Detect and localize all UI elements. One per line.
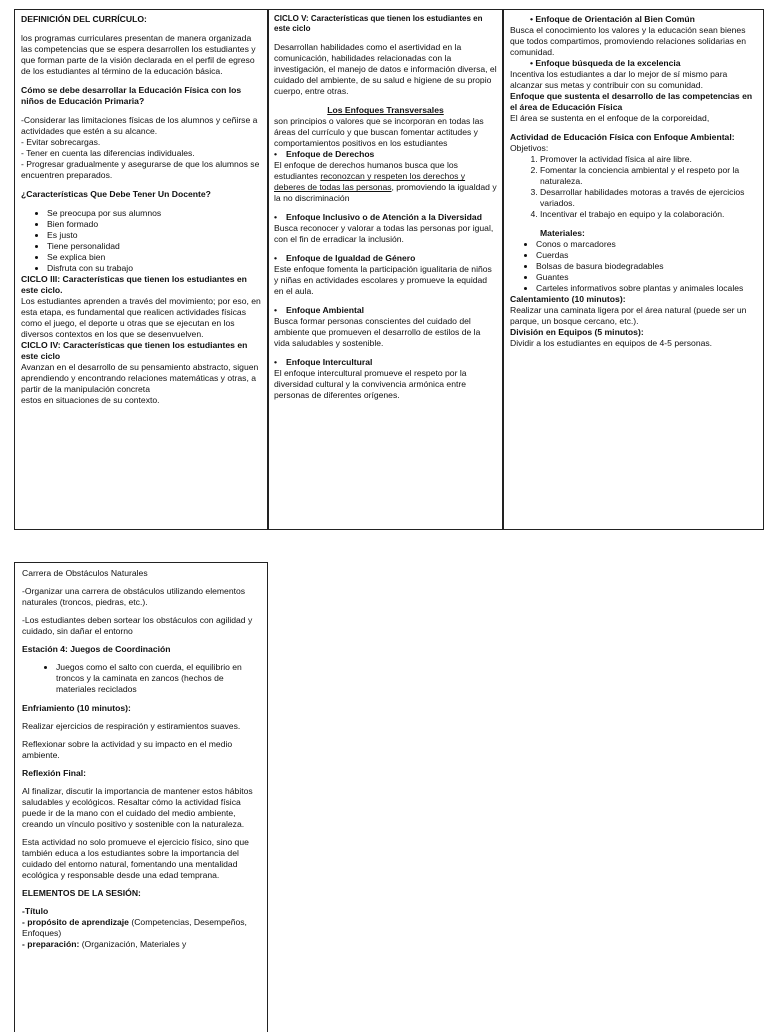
list-item: 2. Fomentar la conciencia ambiental y el respeto por la naturaleza. (540, 165, 757, 187)
answer-line: - Evitar sobrecargas. (21, 137, 101, 147)
answer-line: - Progresar gradualmente y asegurarse de que los alumnos se encuentren preparados. (21, 159, 260, 180)
list-item: • Conos o marcadores (536, 239, 757, 250)
curriculo-definition: los programas curriculares presentan de manera organizada las competencias que se espera desarrollen los estudiantes y que forman parte de la visión declarada en el perfil de egreso de los estudiantes al término de la educación básica. (21, 33, 256, 76)
list-item: • Tiene personalidad (47, 241, 261, 252)
preparacion-label: - preparación: (22, 939, 80, 949)
list-item: • Carteles informativos sobre plantas y animales locales (536, 283, 757, 294)
enfoque-sustenta-title: Enfoque que sustenta el desarrollo de las competencias en el área de Educación Física (510, 91, 753, 112)
actividad-title: Actividad de Educación Física con Enfoque Ambiental: (510, 132, 735, 142)
column-curriculo (14, 9, 268, 530)
list-item: • Bien formado (47, 219, 261, 230)
list-item: • Disfruta con su trabajo (47, 263, 261, 274)
column-enfoques (268, 9, 503, 530)
estacion-list (22, 662, 260, 695)
column-actividad (503, 9, 764, 530)
enfoque-bien-comun-title: • Enfoque de Orientación al Bien Común (510, 14, 757, 25)
list-item: • Guantes (536, 272, 757, 283)
list-item: • Es justo (47, 230, 261, 241)
enfoque-sustenta-text: El área se sustenta en el enfoque de la corporeidad, (510, 113, 710, 123)
objetivos-label: Objetivos: (510, 143, 549, 153)
teacher-traits-list (21, 208, 261, 274)
question-docente: ¿Características Que Debe Tener Un Docente? (21, 189, 211, 199)
proposito-label: - propósito de aprendizaje (22, 917, 129, 927)
enfriamiento-text: Reflexionar sobre la actividad y su impacto en el medio ambiente. (22, 739, 233, 760)
enfoque-excelencia-text: Incentiva los estudiantes a dar lo mejor de sí mismo para alcanzar sus metas y contribuir con su comunidad. (510, 69, 728, 90)
carrera-title: Carrera de Obstáculos Naturales (22, 568, 148, 578)
ciclo5-text: Desarrollan habilidades como el asertividad en la comunicación, habilidades relacionadas con la investigación, el manejo de datos e información diversa, el cuidado del ambiente, de su salud e higiene de su propio cuerpo, entre otras. (274, 42, 497, 97)
enfoque-excelencia-title: • Enfoque búsqueda de la excelencia (510, 58, 757, 69)
enfoque-genero-text: Este enfoque fomenta la participación igualitaria de niños y niñas en actividades escolares y promueve la equidad en el aula. (274, 264, 492, 297)
list-item: 4. Incentivar el trabajo en equipo y la colaboración. (540, 209, 757, 220)
elementos-list (22, 906, 260, 950)
enfoque-ambiental-title: • Enfoque Ambiental (274, 305, 497, 316)
curriculo-title: DEFINICIÓN DEL CURRÍCULO: (21, 14, 147, 24)
carrera-text: -Los estudiantes deben sortear los obstáculos con agilidad y cuidado, sin dañar el entorno (22, 615, 253, 636)
ciclo4-title: CICLO IV: Características que tienen los estudiantes en este ciclo (21, 340, 248, 361)
division-title: División en Equipos (5 minutos): (510, 327, 644, 337)
list-item: 3. Desarrollar habilidades motoras a través de ejercicios variados. (540, 187, 757, 209)
ciclo3-title: CICLO III: Características que tienen los estudiantes en este ciclo. (21, 274, 247, 295)
list-item: • Se explica bien (47, 252, 261, 263)
list-item: • Juegos como el salto con cuerda, el equilibrio en troncos y la caminata en zancos (hechos de materiales reciclados (56, 662, 260, 695)
division-text: Dividir a los estudiantes en equipos de 4-5 personas. (510, 338, 713, 348)
materiales-label: Materiales: (540, 228, 585, 238)
derechos-text-b: , promoviendo la igualdad y la no discriminación (274, 182, 497, 204)
question-desarrollar: Cómo se debe desarrollar la Educación Física con los niños de Educación Primaria? (21, 85, 242, 106)
ciclo4-text: Avanzan en el desarrollo de su pensamiento abstracto, siguen aprendiendo y encontrando relaciones matemáticas y otras, a partir de la manipulación concreta (21, 362, 259, 394)
list-item: • Se preocupa por sus alumnos (47, 208, 261, 219)
preparacion-text: (Organización, Materiales y (79, 939, 187, 949)
answer-line: - Tener en cuenta las diferencias individuales. (21, 148, 195, 158)
ciclo3-text: Los estudiantes aprenden a través del movimiento; por eso, en esta etapa, es fundamental que realicen actividades físicas como el juego, el deporte u otras que se ejecutan en los diversos contextos en los que se desenvuelven. (21, 296, 261, 339)
reflexion-title: Reflexión Final: (22, 768, 86, 778)
carrera-text: -Organizar una carrera de obstáculos utilizando elementos naturales (troncos, piedras, etc.). (22, 586, 246, 607)
ciclo4-text-2: estos en situaciones de su contexto. (21, 395, 160, 405)
enfoque-intercultural-text: El enfoque intercultural promueve el respeto por la diversidad cultural y la convivencia armónica entre personas de diferentes orígenes. (274, 368, 467, 401)
objetivos-list (510, 154, 757, 220)
enfriamiento-title: Enfriamiento (10 minutos): (22, 703, 131, 713)
derechos-text-underlined: reconozcan y respeten los derechos y deberes de todas las personas (274, 171, 466, 193)
calentamiento-title: Calentamiento (10 minutos): (510, 294, 626, 304)
enfoque-inclusivo-text: Busca reconocer y valorar a todas las personas por igual, con el fin de erradicar la inclusión. (274, 223, 494, 245)
enfoque-genero-title: • Enfoque de Igualdad de Género (274, 253, 497, 264)
reflexion-text: Al finalizar, discutir la importancia de mantener estos hábitos saludables y ecológicos. Resaltar cómo la actividad física puede ir de la mano con el cuidado del medio ambiente, creando un vínculo positivo y sostenible con la naturaleza. (22, 786, 253, 829)
materiales-list (510, 239, 757, 294)
enfoques-intro: son principios o valores que se incorporan en todas las áreas del currículo y que buscan fomentar actitudes y comportamientos positivos en los estudiantes (274, 116, 484, 149)
elementos-title: ELEMENTOS DE LA SESIÓN: (22, 888, 141, 898)
box-sesion (14, 562, 268, 1032)
calentamiento-text: Realizar una caminata ligera por el área natural (puede ser un parque, un bosque cercano, etc.). (510, 305, 747, 326)
answer-line: -Considerar las limitaciones físicas de los alumnos y ceñirse a actividades que estén a su alcance. (21, 115, 258, 136)
ciclo5-title: CICLO V: Características que tienen los estudiantes en este ciclo (274, 14, 483, 34)
enfoque-ambiental-text: Busca formar personas conscientes del cuidado del ambiente que promueven el desarrollo de estilos de la vida saludables y sostenible. (274, 316, 481, 349)
titulo-item: -Título (22, 906, 49, 916)
enfoque-bien-comun-text: Busca el conocimiento los valores y la educación sean bienes que todos compartimos, promoviendo relaciones solidarias en comunidad. (510, 25, 746, 57)
reflexion-text: Esta actividad no solo promueve el ejercicio físico, sino que también educa a los estudiantes sobre la importancia del cuidado del entorno natural, fomentando una mentalidad ecológica y responsable desde una edad temprana. (22, 837, 249, 880)
estacion-title: Estación 4: Juegos de Coordinación (22, 644, 171, 654)
enfoques-title: Los Enfoques Transversales (327, 105, 444, 116)
derechos-text-a: El enfoque de derechos humanos busca que los estudiantes (274, 160, 458, 182)
enfoque-derechos-text (274, 160, 497, 204)
enfoque-inclusivo-title: • Enfoque Inclusivo o de Atención a la Diversidad (274, 212, 497, 223)
list-item: • Cuerdas (536, 250, 757, 261)
enfriamiento-text: Realizar ejercicios de respiración y estiramientos suaves. (22, 721, 241, 731)
proposito-text: (Competencias, Desempeños, Enfoques) (22, 917, 247, 938)
list-item: 1. Promover la actividad física al aire libre. (540, 154, 757, 165)
enfoque-intercultural-title: • Enfoque Intercultural (274, 357, 497, 368)
list-item: • Bolsas de basura biodegradables (536, 261, 757, 272)
enfoque-derechos-title: • Enfoque de Derechos (274, 149, 497, 160)
